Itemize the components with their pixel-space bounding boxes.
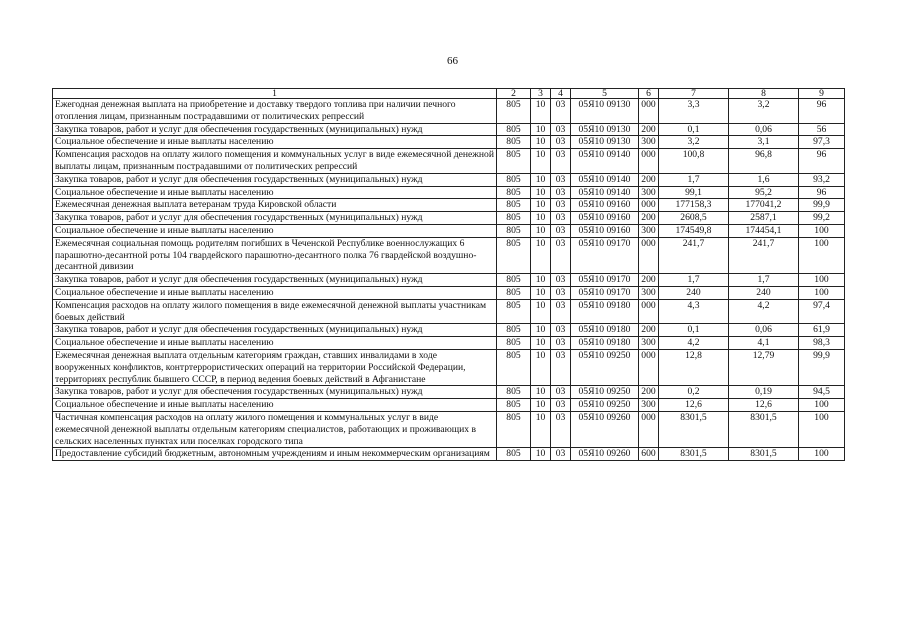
row-actual-cell: 3,2 [729, 99, 799, 124]
table-row [53, 186, 845, 199]
row-target-code-cell: 05Я10 09160 [571, 212, 639, 225]
row-percent-cell: 100 [799, 399, 845, 412]
row-name-cell: Предоставление субсидий бюджетным, автономным учреждениям и иным некоммерческим организациям [53, 448, 497, 461]
page-number: 66 [447, 55, 458, 67]
row-plan-cell: 241,7 [659, 237, 729, 273]
row-expense-type-cell: 300 [639, 399, 659, 412]
table-row [53, 173, 845, 186]
row-percent-cell: 93,2 [799, 173, 845, 186]
row-target-code-cell: 05Я10 09180 [571, 299, 639, 324]
row-name-cell: Социальное обеспечение и иные выплаты населению [53, 224, 497, 237]
row-plan-cell: 0,1 [659, 324, 729, 337]
row-percent-cell: 96 [799, 186, 845, 199]
table-row [53, 99, 845, 124]
table-row [53, 349, 845, 385]
row-plan-cell: 8301,5 [659, 448, 729, 461]
row-percent-cell: 94,5 [799, 386, 845, 399]
row-percent-cell: 97,3 [799, 136, 845, 149]
row-actual-cell: 177041,2 [729, 199, 799, 212]
table-header-row [53, 89, 845, 99]
table-row [53, 386, 845, 399]
row-percent-cell: 96 [799, 149, 845, 174]
row-section-cell: 10 [531, 186, 551, 199]
row-section-cell: 10 [531, 349, 551, 385]
row-percent-cell: 100 [799, 224, 845, 237]
row-actual-cell: 174454,1 [729, 224, 799, 237]
row-actual-cell: 0,06 [729, 324, 799, 337]
table-row [53, 199, 845, 212]
row-ved-cell: 805 [497, 274, 531, 287]
header-cell: 6 [639, 89, 659, 99]
row-actual-cell: 8301,5 [729, 411, 799, 447]
row-subsection-cell: 03 [551, 337, 571, 350]
row-actual-cell: 12,79 [729, 349, 799, 385]
row-name-cell: Закупка товаров, работ и услуг для обеспечения государственных (муниципальных) нужд [53, 173, 497, 186]
row-percent-cell: 61,9 [799, 324, 845, 337]
row-ved-cell: 805 [497, 399, 531, 412]
header-cell: 9 [799, 89, 845, 99]
row-plan-cell: 240 [659, 286, 729, 299]
row-ved-cell: 805 [497, 349, 531, 385]
table-row [53, 399, 845, 412]
row-actual-cell: 1,6 [729, 173, 799, 186]
header-cell: 2 [497, 89, 531, 99]
row-percent-cell: 56 [799, 123, 845, 136]
row-ved-cell: 805 [497, 199, 531, 212]
row-plan-cell: 1,7 [659, 173, 729, 186]
header-cell: 7 [659, 89, 729, 99]
row-ved-cell: 805 [497, 286, 531, 299]
row-ved-cell: 805 [497, 149, 531, 174]
row-name-cell: Ежемесячная социальная помощь родителям погибших в Чеченской Республике военнослужащих 6 парашютно-десантной роты 104 гвардейского парашютно-десантного полка 76 гвардейской воздушно-десантной дивизии [53, 237, 497, 273]
row-section-cell: 10 [531, 299, 551, 324]
row-target-code-cell: 05Я10 09260 [571, 411, 639, 447]
row-ved-cell: 805 [497, 212, 531, 225]
row-target-code-cell: 05Я10 09160 [571, 199, 639, 212]
row-section-cell: 10 [531, 99, 551, 124]
header-cell: 4 [551, 89, 571, 99]
row-subsection-cell: 03 [551, 349, 571, 385]
row-expense-type-cell: 200 [639, 173, 659, 186]
row-name-cell: Частичная компенсация расходов на оплату жилого помещения и коммунальных услуг в виде ежемесячной денежной выплаты отдельным категориям специалистов, работающих и проживающих в сельских населенных пунктах или поселках городского типа [53, 411, 497, 447]
row-plan-cell: 177158,3 [659, 199, 729, 212]
row-actual-cell: 95,2 [729, 186, 799, 199]
row-name-cell: Закупка товаров, работ и услуг для обеспечения государственных (муниципальных) нужд [53, 324, 497, 337]
row-expense-type-cell: 000 [639, 99, 659, 124]
table-row [53, 411, 845, 447]
row-name-cell: Закупка товаров, работ и услуг для обеспечения государственных (муниципальных) нужд [53, 212, 497, 225]
row-ved-cell: 805 [497, 186, 531, 199]
row-section-cell: 10 [531, 149, 551, 174]
row-target-code-cell: 05Я10 09180 [571, 324, 639, 337]
row-actual-cell: 96,8 [729, 149, 799, 174]
row-ved-cell: 805 [497, 99, 531, 124]
row-name-cell: Социальное обеспечение и иные выплаты населению [53, 286, 497, 299]
row-plan-cell: 4,2 [659, 337, 729, 350]
table-row [53, 237, 845, 273]
row-expense-type-cell: 200 [639, 212, 659, 225]
row-subsection-cell: 03 [551, 123, 571, 136]
row-name-cell: Ежемесячная денежная выплата ветеранам труда Кировской области [53, 199, 497, 212]
row-section-cell: 10 [531, 237, 551, 273]
row-plan-cell: 3,3 [659, 99, 729, 124]
row-target-code-cell: 05Я10 09170 [571, 237, 639, 273]
row-ved-cell: 805 [497, 136, 531, 149]
row-percent-cell: 100 [799, 237, 845, 273]
row-actual-cell: 8301,5 [729, 448, 799, 461]
table-row [53, 136, 845, 149]
row-name-cell: Закупка товаров, работ и услуг для обеспечения государственных (муниципальных) нужд [53, 274, 497, 287]
table-body [53, 99, 845, 461]
row-ved-cell: 805 [497, 299, 531, 324]
row-ved-cell: 805 [497, 324, 531, 337]
row-subsection-cell: 03 [551, 299, 571, 324]
row-actual-cell: 3,1 [729, 136, 799, 149]
row-section-cell: 10 [531, 337, 551, 350]
table-row [53, 212, 845, 225]
row-name-cell: Социальное обеспечение и иные выплаты населению [53, 337, 497, 350]
row-section-cell: 10 [531, 199, 551, 212]
row-percent-cell: 99,9 [799, 199, 845, 212]
row-target-code-cell: 05Я10 09130 [571, 123, 639, 136]
row-percent-cell: 100 [799, 448, 845, 461]
row-name-cell: Социальное обеспечение и иные выплаты населению [53, 186, 497, 199]
row-target-code-cell: 05Я10 09250 [571, 349, 639, 385]
row-target-code-cell: 05Я10 09140 [571, 186, 639, 199]
row-section-cell: 10 [531, 324, 551, 337]
row-target-code-cell: 05Я10 09180 [571, 337, 639, 350]
row-expense-type-cell: 000 [639, 299, 659, 324]
row-subsection-cell: 03 [551, 186, 571, 199]
row-percent-cell: 99,9 [799, 349, 845, 385]
row-subsection-cell: 03 [551, 448, 571, 461]
row-expense-type-cell: 000 [639, 237, 659, 273]
row-percent-cell: 96 [799, 99, 845, 124]
row-ved-cell: 805 [497, 173, 531, 186]
row-subsection-cell: 03 [551, 224, 571, 237]
row-expense-type-cell: 200 [639, 274, 659, 287]
row-plan-cell: 3,2 [659, 136, 729, 149]
row-subsection-cell: 03 [551, 324, 571, 337]
row-target-code-cell: 05Я10 09260 [571, 448, 639, 461]
row-plan-cell: 2608,5 [659, 212, 729, 225]
row-expense-type-cell: 000 [639, 199, 659, 212]
row-name-cell: Закупка товаров, работ и услуг для обеспечения государственных (муниципальных) нужд [53, 386, 497, 399]
row-percent-cell: 97,4 [799, 299, 845, 324]
row-ved-cell: 805 [497, 448, 531, 461]
table-row [53, 224, 845, 237]
row-ved-cell: 805 [497, 123, 531, 136]
row-target-code-cell: 05Я10 09250 [571, 399, 639, 412]
row-percent-cell: 99,2 [799, 212, 845, 225]
row-plan-cell: 100,8 [659, 149, 729, 174]
row-ved-cell: 805 [497, 237, 531, 273]
row-plan-cell: 8301,5 [659, 411, 729, 447]
row-expense-type-cell: 200 [639, 324, 659, 337]
row-subsection-cell: 03 [551, 411, 571, 447]
row-target-code-cell: 05Я10 09130 [571, 136, 639, 149]
row-percent-cell: 100 [799, 274, 845, 287]
header-cell: 3 [531, 89, 551, 99]
row-plan-cell: 4,3 [659, 299, 729, 324]
row-target-code-cell: 05Я10 09160 [571, 224, 639, 237]
row-ved-cell: 805 [497, 224, 531, 237]
table-row [53, 274, 845, 287]
row-expense-type-cell: 600 [639, 448, 659, 461]
header-cell: 8 [729, 89, 799, 99]
row-section-cell: 10 [531, 448, 551, 461]
row-actual-cell: 4,2 [729, 299, 799, 324]
row-subsection-cell: 03 [551, 199, 571, 212]
budget-table [52, 88, 845, 461]
row-actual-cell: 4,1 [729, 337, 799, 350]
row-subsection-cell: 03 [551, 237, 571, 273]
table-row [53, 299, 845, 324]
row-ved-cell: 805 [497, 337, 531, 350]
row-percent-cell: 100 [799, 286, 845, 299]
row-actual-cell: 12,6 [729, 399, 799, 412]
row-target-code-cell: 05Я10 09130 [571, 99, 639, 124]
row-ved-cell: 805 [497, 411, 531, 447]
row-target-code-cell: 05Я10 09170 [571, 286, 639, 299]
row-expense-type-cell: 000 [639, 349, 659, 385]
row-expense-type-cell: 300 [639, 286, 659, 299]
table-row [53, 286, 845, 299]
row-plan-cell: 0,1 [659, 123, 729, 136]
table-row [53, 448, 845, 461]
row-section-cell: 10 [531, 136, 551, 149]
row-subsection-cell: 03 [551, 286, 571, 299]
table-row [53, 149, 845, 174]
row-plan-cell: 0,2 [659, 386, 729, 399]
row-actual-cell: 0,19 [729, 386, 799, 399]
row-plan-cell: 1,7 [659, 274, 729, 287]
row-percent-cell: 100 [799, 411, 845, 447]
row-actual-cell: 0,06 [729, 123, 799, 136]
row-expense-type-cell: 300 [639, 186, 659, 199]
row-name-cell: Компенсация расходов на оплату жилого помещения в виде ежемесячной денежной выплаты участникам боевых действий [53, 299, 497, 324]
row-expense-type-cell: 300 [639, 337, 659, 350]
row-plan-cell: 174549,8 [659, 224, 729, 237]
header-cell: 5 [571, 89, 639, 99]
row-section-cell: 10 [531, 386, 551, 399]
row-name-cell: Закупка товаров, работ и услуг для обеспечения государственных (муниципальных) нужд [53, 123, 497, 136]
table-row [53, 337, 845, 350]
row-actual-cell: 2587,1 [729, 212, 799, 225]
row-target-code-cell: 05Я10 09250 [571, 386, 639, 399]
row-actual-cell: 240 [729, 286, 799, 299]
row-subsection-cell: 03 [551, 99, 571, 124]
row-actual-cell: 1,7 [729, 274, 799, 287]
row-subsection-cell: 03 [551, 136, 571, 149]
row-subsection-cell: 03 [551, 274, 571, 287]
row-subsection-cell: 03 [551, 212, 571, 225]
row-section-cell: 10 [531, 173, 551, 186]
row-plan-cell: 99,1 [659, 186, 729, 199]
row-name-cell: Ежемесячная денежная выплата отдельным категориям граждан, ставших инвалидами в ходе вооруженных конфликтов, контртеррористических операций на территории Российской Федерации, территориях республик бывшего СССР, в период ведения боевых действий в Афганистане [53, 349, 497, 385]
row-percent-cell: 98,3 [799, 337, 845, 350]
row-target-code-cell: 05Я10 09140 [571, 149, 639, 174]
row-target-code-cell: 05Я10 09140 [571, 173, 639, 186]
row-subsection-cell: 03 [551, 149, 571, 174]
row-ved-cell: 805 [497, 386, 531, 399]
row-section-cell: 10 [531, 286, 551, 299]
row-subsection-cell: 03 [551, 399, 571, 412]
row-name-cell: Ежегодная денежная выплата на приобретение и доставку твердого топлива при наличии печного отопления лицам, признанным пострадавшими от политических репрессий [53, 99, 497, 124]
row-name-cell: Социальное обеспечение и иные выплаты населению [53, 136, 497, 149]
header-cell: 1 [53, 89, 497, 99]
row-subsection-cell: 03 [551, 173, 571, 186]
row-expense-type-cell: 000 [639, 411, 659, 447]
row-target-code-cell: 05Я10 09170 [571, 274, 639, 287]
row-plan-cell: 12,8 [659, 349, 729, 385]
row-expense-type-cell: 300 [639, 136, 659, 149]
row-section-cell: 10 [531, 399, 551, 412]
row-section-cell: 10 [531, 212, 551, 225]
row-expense-type-cell: 300 [639, 224, 659, 237]
row-section-cell: 10 [531, 224, 551, 237]
row-subsection-cell: 03 [551, 386, 571, 399]
row-plan-cell: 12,6 [659, 399, 729, 412]
row-section-cell: 10 [531, 123, 551, 136]
row-name-cell: Компенсация расходов на оплату жилого помещения и коммунальных услуг в виде ежемесячной денежной выплаты лицам, признанным пострадавшими от политических репрессий [53, 149, 497, 174]
row-section-cell: 10 [531, 411, 551, 447]
table-row [53, 123, 845, 136]
row-expense-type-cell: 000 [639, 149, 659, 174]
row-name-cell: Социальное обеспечение и иные выплаты населению [53, 399, 497, 412]
row-actual-cell: 241,7 [729, 237, 799, 273]
row-expense-type-cell: 200 [639, 386, 659, 399]
table-row [53, 324, 845, 337]
row-section-cell: 10 [531, 274, 551, 287]
row-expense-type-cell: 200 [639, 123, 659, 136]
